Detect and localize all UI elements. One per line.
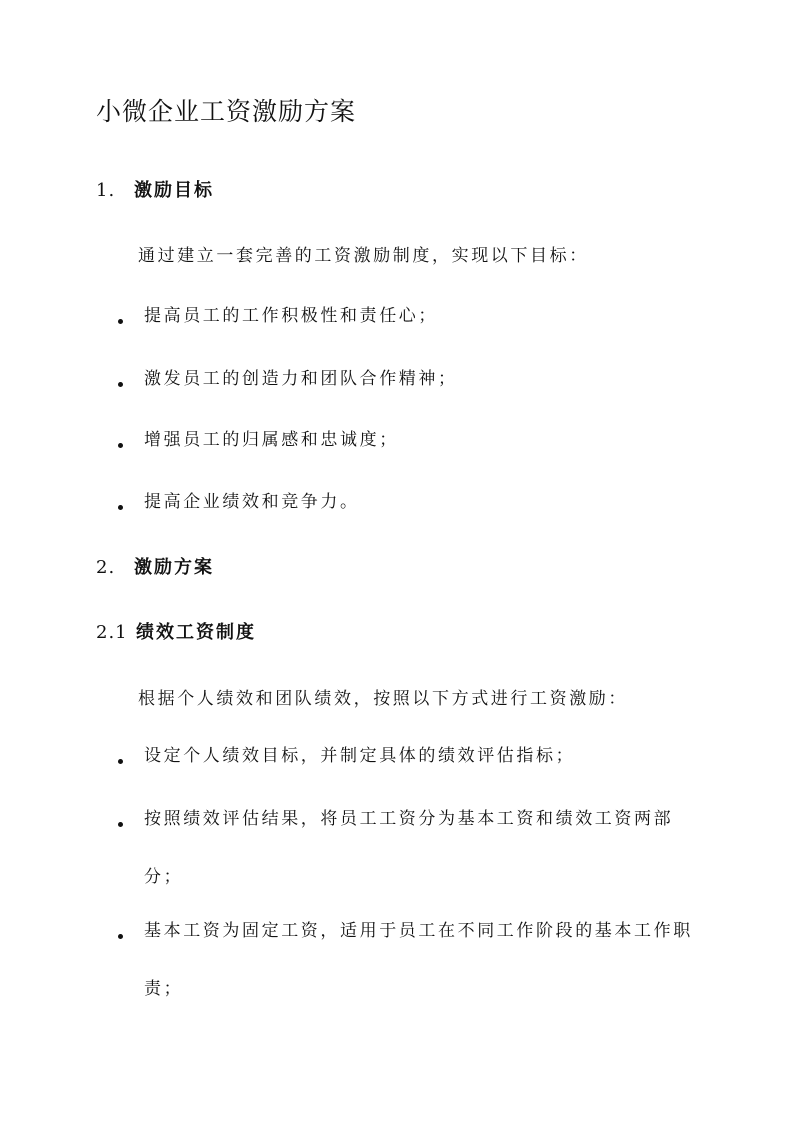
list-item-text: 增强员工的归属感和忠诚度； — [144, 430, 399, 450]
section-heading — [96, 176, 214, 202]
section-heading-text: 激励方案 — [134, 557, 214, 578]
section-heading-text: 激励目标 — [134, 180, 214, 201]
bullet-icon — [118, 934, 123, 939]
bullet-icon — [118, 319, 123, 324]
section-number: 1. — [96, 180, 116, 201]
list-item-text: 设定个人绩效目标，并制定具体的绩效评估指标； — [144, 746, 576, 766]
bullet-icon — [118, 443, 123, 448]
section-intro: 通过建立一套完善的工资激励制度，实现以下目标： — [138, 246, 589, 266]
bullet-icon — [118, 382, 123, 387]
list-item-text: 激发员工的创造力和团队合作精神； — [144, 369, 458, 389]
bullet-icon — [118, 759, 123, 764]
bullet-icon — [118, 822, 123, 827]
section-heading — [96, 553, 214, 579]
list-item-text: 提高员工的工作积极性和责任心； — [144, 306, 438, 326]
section-heading-text: 绩效工资制度 — [136, 622, 256, 643]
list-item-text: 提高企业绩效和竞争力。 — [144, 492, 360, 512]
list-item-text: 基本工资为固定工资，适用于员工在不同工作阶段的基本工作职责； — [144, 921, 693, 999]
subsection-heading — [96, 618, 256, 644]
bullet-icon — [118, 505, 123, 510]
list-item-text: 按照绩效评估结果，将员工工资分为基本工资和绩效工资两部分； — [144, 809, 674, 887]
section-number: 2.1 — [96, 622, 128, 643]
section-number: 2. — [96, 557, 116, 578]
section-intro: 根据个人绩效和团队绩效，按照以下方式进行工资激励： — [138, 689, 628, 709]
document-title: 小微企业工资激励方案 — [96, 97, 357, 126]
